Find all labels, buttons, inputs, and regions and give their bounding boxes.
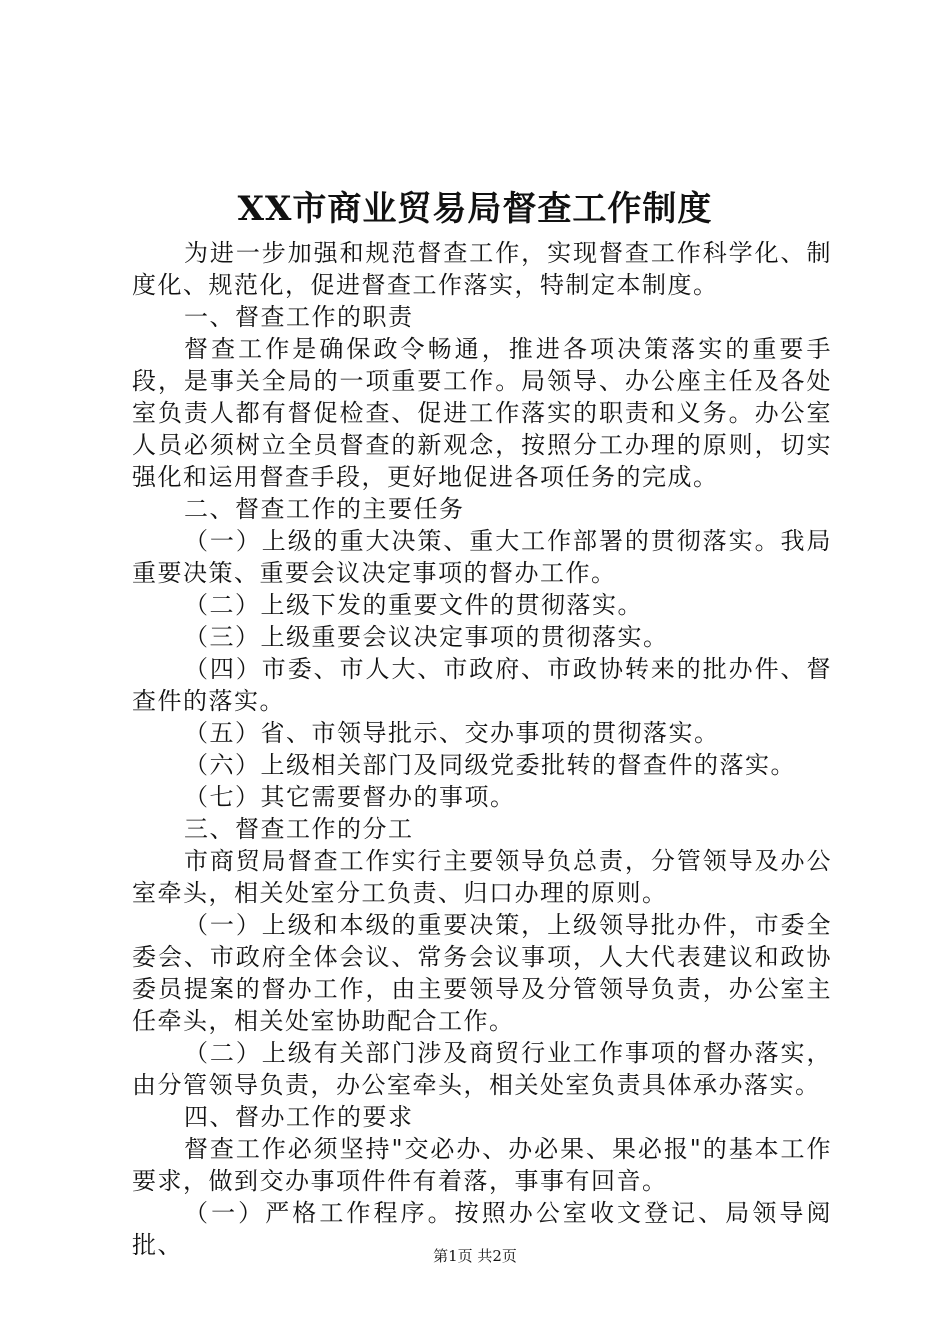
section-heading: 三、督查工作的分工 <box>184 815 414 843</box>
paragraph: 督查工作是确保政令畅通，推进各项决策落实的重要手段，是事关全局的一项重要工作。局领导、办公座主任及各处室负责人都有督促检查、促进工作落实的职责和义务。办公室人员必须树立全员督查的新观念，按照分工办理的原则，切实强化和运用督查手段，更好地促进各项任务的完成。 <box>132 335 832 491</box>
paragraph: （二）上级下发的重要文件的贯彻落实。 <box>184 591 643 619</box>
paragraph: （二）上级有关部门涉及商贸行业工作事项的督办落实，由分管领导负责，办公室牵头，相关处室负责具体承办落实。 <box>132 1039 832 1099</box>
paragraph: （五）省、市领导批示、交办事项的贯彻落实。 <box>184 719 720 747</box>
paragraph: 督查工作必须坚持"交必办、办必果、果必报"的基本工作要求，做到交办事项件件有着落，事事有回音。 <box>132 1135 832 1195</box>
paragraph: （六）上级相关部门及同级党委批转的督查件的落实。 <box>184 751 796 779</box>
paragraph: （七）其它需要督办的事项。 <box>184 783 516 811</box>
paragraph: 市商贸局督查工作实行主要领导负总责，分管领导及办公室牵头，相关处室分工负责、归口办理的原则。 <box>132 847 832 907</box>
paragraph: （一）上级的重大决策、重大工作部署的贯彻落实。我局重要决策、重要会议决定事项的督办工作。 <box>132 527 832 587</box>
document-title: XX市商业贸易局督查工作制度 <box>237 189 713 229</box>
section-heading: 一、督查工作的职责 <box>184 303 414 331</box>
document-body <box>132 237 832 1261</box>
page-footer: 第1页 共2页 <box>433 1247 517 1265</box>
section-heading: 四、督办工作的要求 <box>184 1103 414 1131</box>
paragraph: （三）上级重要会议决定事项的贯彻落实。 <box>184 623 669 651</box>
paragraph: （一）严格工作程序。按照办公室收文登记、局领导阅批、 <box>132 1199 832 1259</box>
paragraph: （四）市委、市人大、市政府、市政协转来的批办件、督查件的落实。 <box>132 655 832 715</box>
paragraph: 为进一步加强和规范督查工作，实现督查工作科学化、制度化、规范化，促进督查工作落实，特制定本制度。 <box>132 239 832 299</box>
section-heading: 二、督查工作的主要任务 <box>184 495 465 523</box>
paragraph: （一）上级和本级的重要决策，上级领导批办件，市委全委会、市政府全体会议、常务会议事项，人大代表建议和政协委员提案的督办工作，由主要领导及分管领导负责，办公室主任牵头，相关处室协助配合工作。 <box>132 911 832 1035</box>
